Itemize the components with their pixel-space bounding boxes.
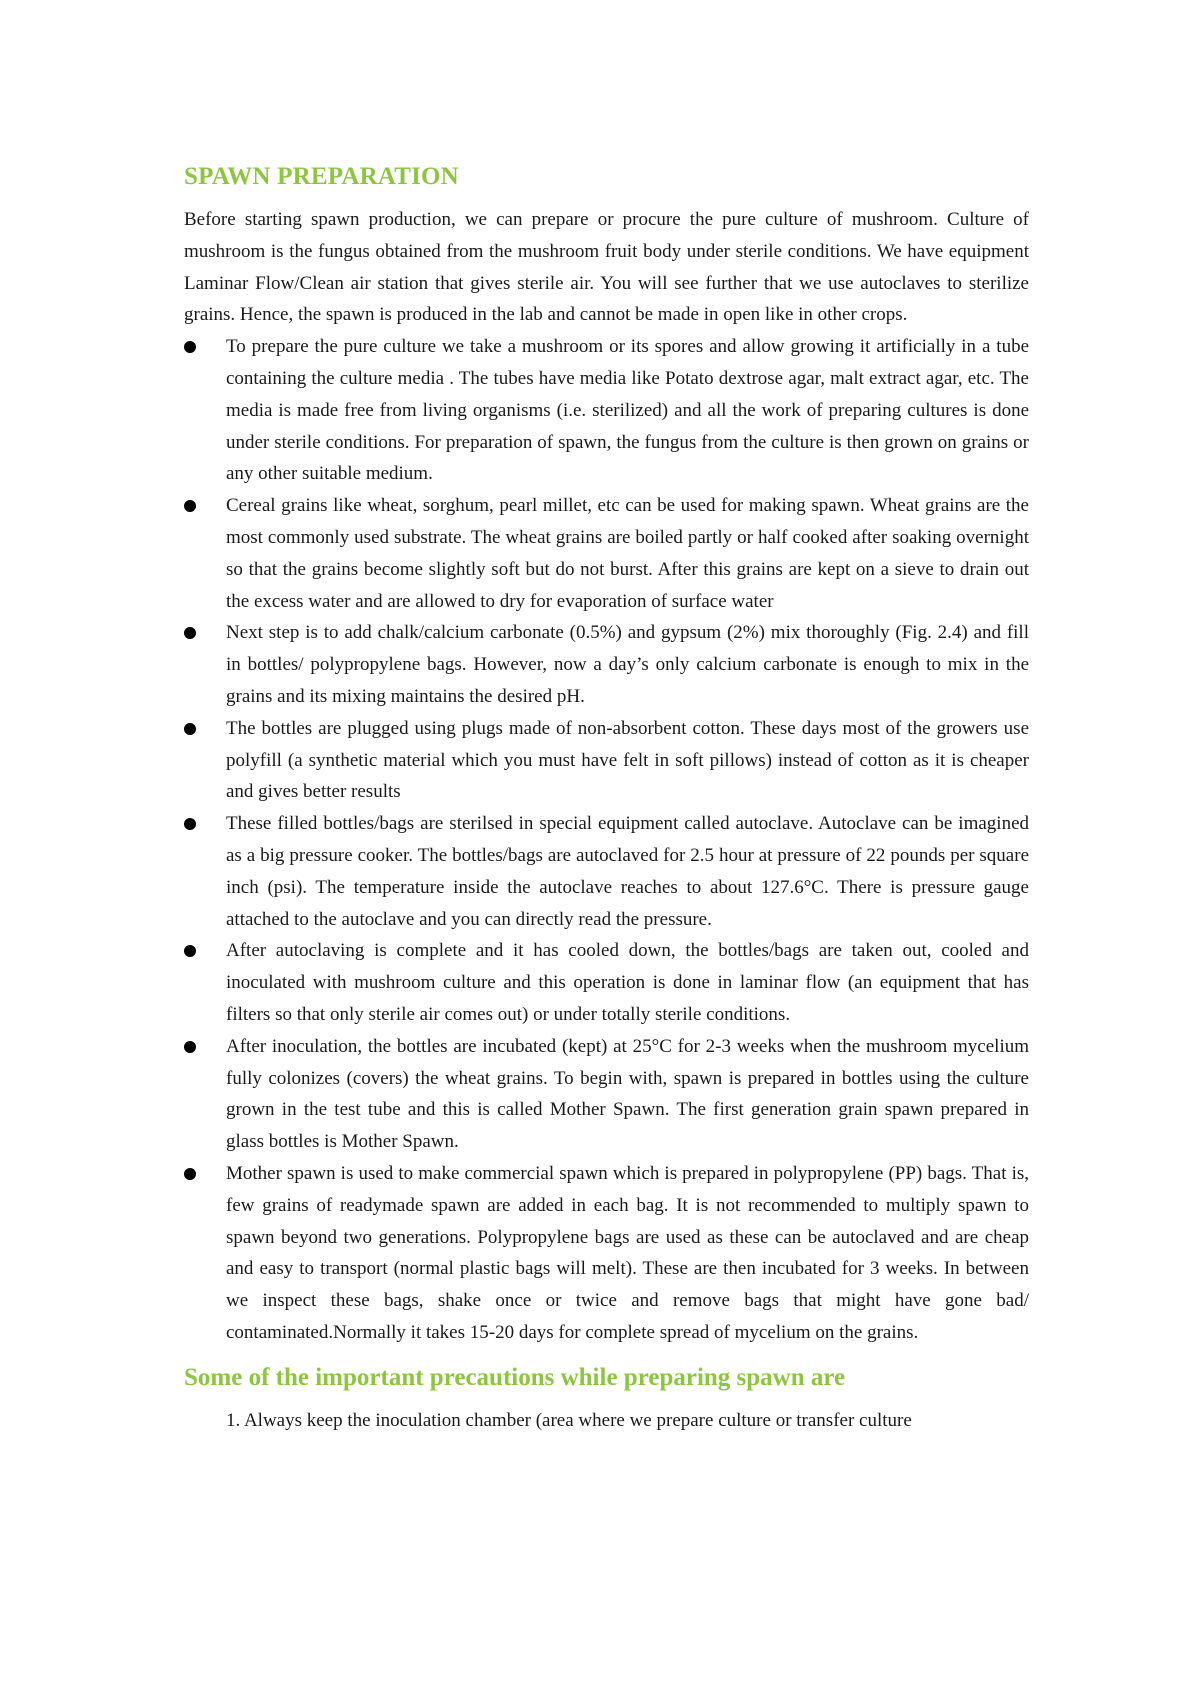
list-item-text: After autoclaving is complete and it has cooled down, the bottles/bags are taken out, cooled and inoculated with mushroom culture and this operation is done in laminar flow (an equipment that has filters so that only sterile air comes out) or under totally sterile conditions. xyxy=(226,940,1029,1025)
precautions-heading: Some of the important precautions while preparing spawn are xyxy=(184,1363,846,1391)
bullet-icon xyxy=(184,1041,196,1053)
bullet-icon xyxy=(184,341,196,353)
list-item xyxy=(184,490,1029,617)
list-item-text: Cereal grains like wheat, sorghum, pearl millet, etc can be used for making spawn. Wheat grains are the most commonly used substrate. The wheat grains are boiled partly or half cooked after soaking overnight so that the grains become slightly soft but do not burst. After this grains are kept on a sieve to drain out the excess water and are allowed to dry for evaporation of surface water xyxy=(226,495,1029,612)
bullet-icon xyxy=(184,500,196,512)
bullet-icon xyxy=(184,723,196,735)
list-item-text: Next step is to add chalk/calcium carbonate (0.5%) and gypsum (2%) mix thoroughly (Fig. 2.4) and fill in bottles/ polypropylene bags. However, now a day’s only calcium carbonate is enough to mix in the grains and its mixing maintains the desired pH. xyxy=(226,622,1029,707)
list-item xyxy=(184,331,1029,490)
bullet-icon xyxy=(184,818,196,830)
list-item xyxy=(184,808,1029,935)
list-item xyxy=(184,1158,1029,1349)
list-item xyxy=(184,1031,1029,1158)
list-item-text: The bottles are plugged using plugs made of non-absorbent cotton. These days most of the growers use polyfill (a synthetic material which you must have felt in soft pillows) instead of cotton as it is cheaper and gives better results xyxy=(226,717,1029,803)
bullet-icon xyxy=(184,1168,196,1180)
list-item xyxy=(184,713,1029,808)
bullet-icon xyxy=(184,627,196,639)
list-item-text: After inoculation, the bottles are incubated (kept) at 25°C for 2-3 weeks when the mushroom mycelium fully colonizes (covers) the wheat grains. To begin with, spawn is prepared in bottles using the culture grown in the test tube and this is called Mother Spawn. The first generation grain spawn prepared in glass bottles is Mother Spawn. xyxy=(226,1035,1029,1153)
list-item-text: These filled bottles/bags are sterilsed in special equipment called autoclave. Autoclave can be imagined as a big pressure cooker. The bottles/bags are autoclaved for 2.5 hour at pressure of 22 pounds per square inch (psi). The temperature inside the autoclave reaches to about 127.6°C. There is pressure gauge attached to the autoclave and you can directly read the pressure. xyxy=(226,813,1029,930)
list-item-text: Mother spawn is used to make commercial spawn which is prepared in polypropylene (PP) bags. That is, few grains of readymade spawn are added in each bag. It is not recommended to multiply spawn to spawn beyond two generations. Polypropylene bags are used as these can be autoclaved and are cheap and easy to transport (normal plastic bags will melt). These are then incubated for 3 weeks. In between we inspect these bags, shake once or twice and remove bags that might have gone bad/ contaminated.Normally it takes 15-20 days for complete spread of mycelium on the grains. xyxy=(226,1162,1029,1343)
bullet-list xyxy=(184,331,1029,1349)
bullet-icon xyxy=(184,945,196,957)
page-title: SPAWN PREPARATION xyxy=(184,163,459,190)
precautions-list xyxy=(184,1405,1029,1437)
document-page xyxy=(184,160,1029,1436)
list-item xyxy=(184,935,1029,1030)
list-item xyxy=(184,617,1029,712)
precaution-item: 1. Always keep the inoculation chamber (area where we prepare culture or transfer culture xyxy=(226,1409,912,1431)
list-item-text: To prepare the pure culture we take a mushroom or its spores and allow growing it artificially in a tube containing the culture media . The tubes have media like Potato dextrose agar, malt extract agar, etc. The media is made free from living organisms (i.e. sterilized) and all the work of preparing cultures is done under sterile conditions. For preparation of spawn, the fungus from the culture is then grown on grains or any other suitable medium. xyxy=(226,336,1029,485)
intro-paragraph: Before starting spawn production, we can prepare or procure the pure culture of mushroom. Culture of mushroom is the fungus obtained from the mushroom fruit body under sterile conditions. We have equipment Laminar Flow/Clean air station that gives sterile air. You will see further that we use autoclaves to sterilize grains. Hence, the spawn is produced in the lab and cannot be made in open like in other crops. xyxy=(184,209,1029,326)
